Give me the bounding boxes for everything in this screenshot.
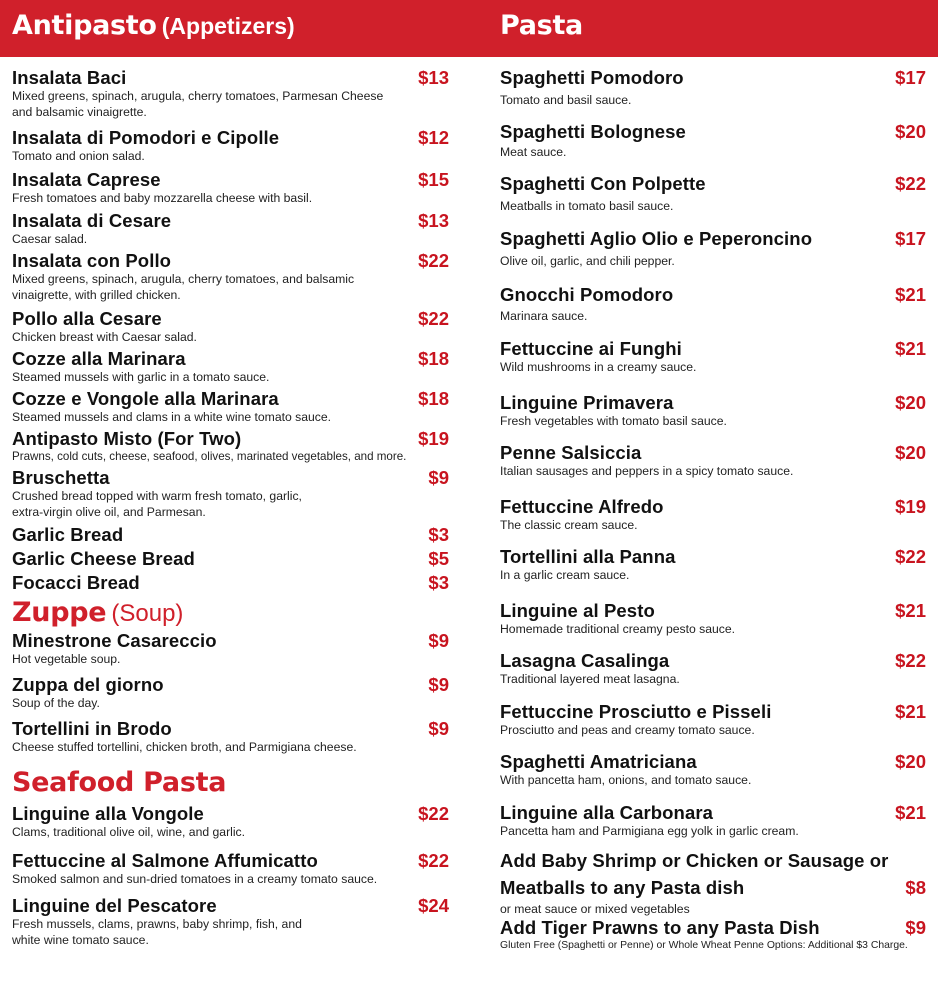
item-name: Minestrone Casareccio: [12, 630, 217, 651]
item-price: $19: [418, 428, 449, 449]
item-description: Cheese stuffed tortellini, chicken broth, and Parmigiana cheese.: [12, 740, 357, 754]
item-name: Fettuccine ai Funghi: [500, 338, 682, 359]
item-price: $22: [418, 850, 449, 871]
menu-item: [500, 393, 926, 429]
item-description: With pancetta ham, onions, and tomato sauce.: [500, 773, 752, 787]
item-description: Meatballs in tomato basil sauce.: [500, 199, 674, 213]
menu-item: [500, 174, 926, 214]
addon-description: or meat sauce or mixed vegetables: [500, 902, 690, 916]
item-description: Tomato and basil sauce.: [500, 93, 632, 107]
item-description: Traditional layered meat lasagna.: [500, 672, 680, 686]
addon-price: $8: [905, 877, 926, 898]
item-price: $5: [428, 548, 449, 569]
item-name: Cozze alla Marinara: [12, 348, 186, 369]
item-price: $21: [895, 284, 926, 305]
seafood-pasta-heading: Seafood Pasta: [12, 767, 227, 798]
menu-item: [500, 443, 926, 479]
pasta-heading: Pasta: [500, 10, 583, 41]
item-name: Insalata di Cesare: [12, 210, 172, 231]
item-name: Penne Salsiccia: [500, 442, 642, 463]
addon-item: [500, 847, 926, 917]
menu-item: [500, 601, 926, 637]
item-price: $22: [895, 173, 926, 194]
menu-item: [500, 339, 926, 375]
item-price: $21: [895, 338, 926, 359]
item-description: Mixed greens, spinach, arugula, cherry tomatoes, Parmesan Cheese and balsamic vinaigrette.: [12, 89, 384, 119]
item-price: $18: [418, 348, 449, 369]
item-price: $20: [895, 121, 926, 142]
menu-item: [12, 851, 449, 887]
item-description: Prosciutto and peas and creamy tomato sauce.: [500, 723, 755, 737]
menu-item: [500, 803, 926, 839]
addon-name: Add Tiger Prawns to any Pasta Dish: [500, 917, 820, 938]
item-name: Cozze e Vongole alla Marinara: [12, 388, 279, 409]
item-price: $13: [418, 210, 449, 231]
item-price: $3: [428, 524, 449, 545]
menu-item: [12, 128, 449, 164]
item-description: Steamed mussels and clams in a white wine tomato sauce.: [12, 410, 332, 424]
menu-item: [500, 229, 926, 269]
addon-item: [500, 918, 926, 954]
item-description: Italian sausages and peppers in a spicy tomato sauce.: [500, 464, 794, 478]
item-price: $9: [428, 467, 449, 488]
addon-description: Gluten Free (Spaghetti or Penne) or Whole Wheat Penne Options: Additional $3 Charge.: [500, 940, 908, 951]
item-name: Spaghetti Con Polpette: [500, 173, 706, 194]
item-description: Soup of the day.: [12, 696, 100, 710]
item-description: Fresh vegetables with tomato basil sauce.: [500, 414, 727, 428]
item-name: Fettuccine Prosciutto e Pisseli: [500, 701, 772, 722]
item-name: Fettuccine al Salmone Affumicatto: [12, 850, 318, 871]
menu-item: [12, 389, 449, 425]
item-name: Spaghetti Bolognese: [500, 121, 686, 142]
item-name: Linguine Primavera: [500, 392, 674, 413]
item-price: $21: [895, 802, 926, 823]
item-price: $22: [418, 308, 449, 329]
item-price: $24: [418, 895, 449, 916]
menu-item: [12, 349, 449, 385]
menu-item: [500, 497, 926, 533]
item-price: $22: [418, 250, 449, 271]
menu-item: [12, 251, 449, 303]
menu-item: [12, 675, 449, 711]
item-name: Pollo alla Cesare: [12, 308, 162, 329]
item-name: Insalata Baci: [12, 67, 127, 88]
item-name: Linguine alla Vongole: [12, 803, 204, 824]
addon-price: $9: [905, 917, 926, 938]
menu-item: [500, 68, 926, 108]
menu-item: [12, 211, 449, 247]
item-description: Chicken breast with Caesar salad.: [12, 330, 197, 344]
item-description: Fresh tomatoes and baby mozzarella cheese with basil.: [12, 191, 313, 205]
item-name: Insalata Caprese: [12, 169, 161, 190]
item-price: $17: [895, 228, 926, 249]
item-name: Spaghetti Amatriciana: [500, 751, 697, 772]
item-name: Linguine del Pescatore: [12, 895, 217, 916]
menu-item: [12, 631, 449, 667]
item-name: Lasagna Casalinga: [500, 650, 670, 671]
item-price: $20: [895, 442, 926, 463]
menu-item: [500, 122, 926, 160]
item-price: $12: [418, 127, 449, 148]
item-description: Meat sauce.: [500, 145, 567, 159]
item-description: Olive oil, garlic, and chili pepper.: [500, 254, 675, 268]
menu-item: [12, 549, 449, 569]
item-price: $9: [428, 718, 449, 739]
item-description: Steamed mussels with garlic in a tomato sauce.: [12, 370, 270, 384]
menu-item: [500, 702, 926, 738]
item-price: $19: [895, 496, 926, 517]
menu-item: [12, 804, 449, 840]
menu-item: [500, 651, 926, 687]
item-name: Linguine alla Carbonara: [500, 802, 714, 823]
item-description: In a garlic cream sauce.: [500, 568, 630, 582]
item-price: $13: [418, 67, 449, 88]
antipasto-heading: Antipasto (Appetizers): [12, 10, 295, 41]
menu-item: [12, 170, 449, 206]
item-name: Spaghetti Aglio Olio e Peperoncino: [500, 228, 813, 249]
item-name: Insalata con Pollo: [12, 250, 172, 271]
item-name: Garlic Bread: [12, 524, 124, 545]
item-description: Homemade traditional creamy pesto sauce.: [500, 622, 736, 636]
item-description: Hot vegetable soup.: [12, 652, 121, 666]
menu-item: [500, 752, 926, 788]
zuppe-heading: Zuppe (Soup): [12, 597, 184, 628]
item-description: Fresh mussels, clams, prawns, baby shrimp, fish, and white wine tomato sauce.: [12, 917, 302, 947]
item-name: Tortellini in Brodo: [12, 718, 172, 739]
item-name: Antipasto Misto (For Two): [12, 428, 242, 449]
item-name: Tortellini alla Panna: [500, 546, 676, 567]
item-name: Spaghetti Pomodoro: [500, 67, 684, 88]
item-description: The classic cream sauce.: [500, 518, 638, 532]
item-description: Crushed bread topped with warm fresh tomato, garlic, extra-virgin olive oil, and Parmesan.: [12, 489, 302, 519]
item-name: Insalata di Pomodori e Cipolle: [12, 127, 280, 148]
item-price: $21: [895, 701, 926, 722]
item-price: $22: [418, 803, 449, 824]
item-description: Caesar salad.: [12, 232, 88, 246]
item-price: $22: [895, 546, 926, 567]
item-price: $18: [418, 388, 449, 409]
item-price: $22: [895, 650, 926, 671]
item-name: Gnocchi Pomodoro: [500, 284, 674, 305]
addon-name: Add Baby Shrimp or Chicken or Sausage or Meatballs to any Pasta dish: [500, 850, 889, 898]
menu-item: [12, 68, 449, 120]
item-description: Pancetta ham and Parmigiana egg yolk in garlic cream.: [500, 824, 799, 838]
item-price: $20: [895, 751, 926, 772]
menu-item: [12, 719, 449, 755]
item-name: Garlic Cheese Bread: [12, 548, 195, 569]
menu-item: [12, 896, 449, 948]
item-name: Fettuccine Alfredo: [500, 496, 664, 517]
item-name: Zuppa del giorno: [12, 674, 164, 695]
menu-item: [12, 573, 449, 593]
item-description: Prawns, cold cuts, cheese, seafood, olives, marinated vegetables, and more.: [12, 450, 407, 463]
item-name: Bruschetta: [12, 467, 110, 488]
menu-item: [500, 285, 926, 324]
menu-item: [12, 525, 449, 545]
item-name: Focacci Bread: [12, 572, 140, 593]
item-price: $3: [428, 572, 449, 593]
item-description: Clams, traditional olive oil, wine, and garlic.: [12, 825, 246, 839]
item-description: Smoked salmon and sun-dried tomatoes in a creamy tomato sauce.: [12, 872, 378, 886]
item-price: $20: [895, 392, 926, 413]
item-price: $15: [418, 169, 449, 190]
item-description: Mixed greens, spinach, arugula, cherry tomatoes, and balsamic vinaigrette, with grilled chicken.: [12, 272, 355, 302]
menu-item: [12, 468, 449, 520]
item-description: Wild mushrooms in a creamy sauce.: [500, 360, 697, 374]
menu-item: [12, 309, 449, 345]
menu-item: [500, 547, 926, 583]
item-description: Marinara sauce.: [500, 309, 588, 323]
item-price: $17: [895, 67, 926, 88]
item-price: $9: [428, 674, 449, 695]
menu-item: [12, 429, 449, 465]
item-description: Tomato and onion salad.: [12, 149, 145, 163]
item-price: $9: [428, 630, 449, 651]
item-price: $21: [895, 600, 926, 621]
item-name: Linguine al Pesto: [500, 600, 655, 621]
